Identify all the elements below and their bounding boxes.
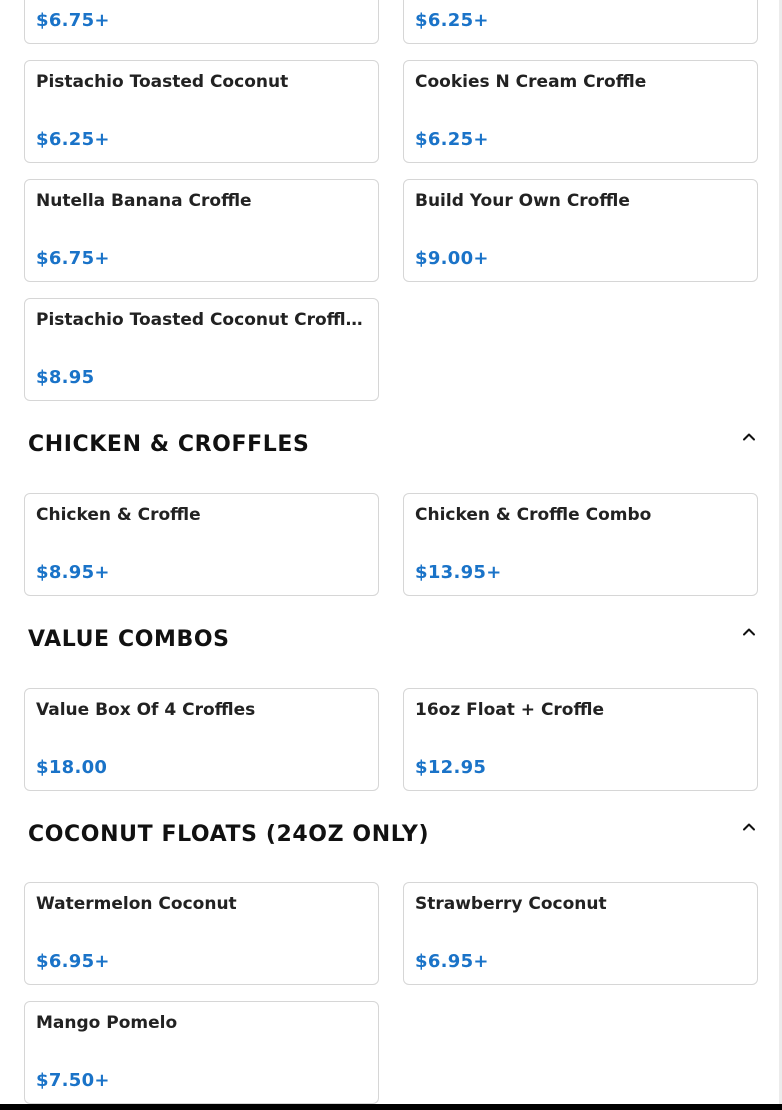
menu-item-price: $6.95+: [415, 951, 489, 972]
menu-item-card[interactable]: [403, 882, 758, 985]
menu-item-price: $8.95: [36, 367, 95, 388]
menu-item-name: Mango Pomelo: [36, 1013, 178, 1033]
menu-item-price: $7.50+: [36, 1070, 110, 1091]
menu-item-name: Chicken & Croffle: [36, 505, 201, 525]
section-header-value-combos[interactable]: [0, 620, 782, 660]
menu-item-price: $6.95+: [36, 951, 110, 972]
menu-item-price: $6.75+: [36, 248, 110, 269]
menu-item-card[interactable]: [403, 60, 758, 163]
chevron-up-icon[interactable]: [741, 429, 757, 445]
menu-item-price: $6.25+: [36, 129, 110, 150]
menu-item-name: Value Box Of 4 Croffles: [36, 700, 256, 720]
chevron-up-icon[interactable]: [741, 819, 757, 835]
menu-item-name: Cookies N Cream Croffle: [415, 72, 647, 92]
menu-item-price: $6.25+: [415, 129, 489, 150]
menu-item-price: $13.95+: [415, 562, 502, 583]
section-title: VALUE COMBOS: [28, 627, 230, 652]
menu-item-name: Nutella Banana Croffle: [36, 191, 252, 211]
menu-item-card[interactable]: [403, 493, 758, 596]
menu-item-card[interactable]: [403, 0, 758, 44]
menu-item-name: Strawberry Coconut: [415, 894, 607, 914]
menu-item-card[interactable]: [24, 60, 379, 163]
menu-item-card[interactable]: [403, 688, 758, 791]
menu-item-card[interactable]: [24, 493, 379, 596]
menu-item-price: $12.95: [415, 757, 487, 778]
menu-item-card[interactable]: [403, 179, 758, 282]
section-header-chicken-croffles[interactable]: [0, 425, 782, 465]
section-title: COCONUT FLOATS (24OZ ONLY): [28, 822, 430, 847]
menu-item-price: $6.75+: [36, 10, 110, 31]
menu-item-card[interactable]: [24, 1001, 379, 1104]
section-title: CHICKEN & CROFFLES: [28, 432, 310, 457]
menu-item-name: Pistachio Toasted Coconut Croffl…: [36, 310, 363, 330]
menu-item-card[interactable]: [24, 688, 379, 791]
menu-item-name: Pistachio Toasted Coconut: [36, 72, 289, 92]
menu-item-price: $18.00: [36, 757, 108, 778]
menu-item-name: Chicken & Croffle Combo: [415, 505, 652, 525]
menu-item-card[interactable]: [24, 882, 379, 985]
section-header-coconut-floats[interactable]: [0, 815, 782, 855]
menu-item-card[interactable]: [24, 298, 379, 401]
menu-item-card[interactable]: [24, 0, 379, 44]
menu-item-name: Watermelon Coconut: [36, 894, 237, 914]
menu-item-name: Build Your Own Croffle: [415, 191, 630, 211]
bottom-bar: [0, 1104, 782, 1110]
menu-item-name: 16oz Float + Croffle: [415, 700, 604, 720]
menu-item-price: $9.00+: [415, 248, 489, 269]
menu-item-price: $8.95+: [36, 562, 110, 583]
chevron-up-icon[interactable]: [741, 624, 757, 640]
menu-item-card[interactable]: [24, 179, 379, 282]
menu-item-price: $6.25+: [415, 10, 489, 31]
